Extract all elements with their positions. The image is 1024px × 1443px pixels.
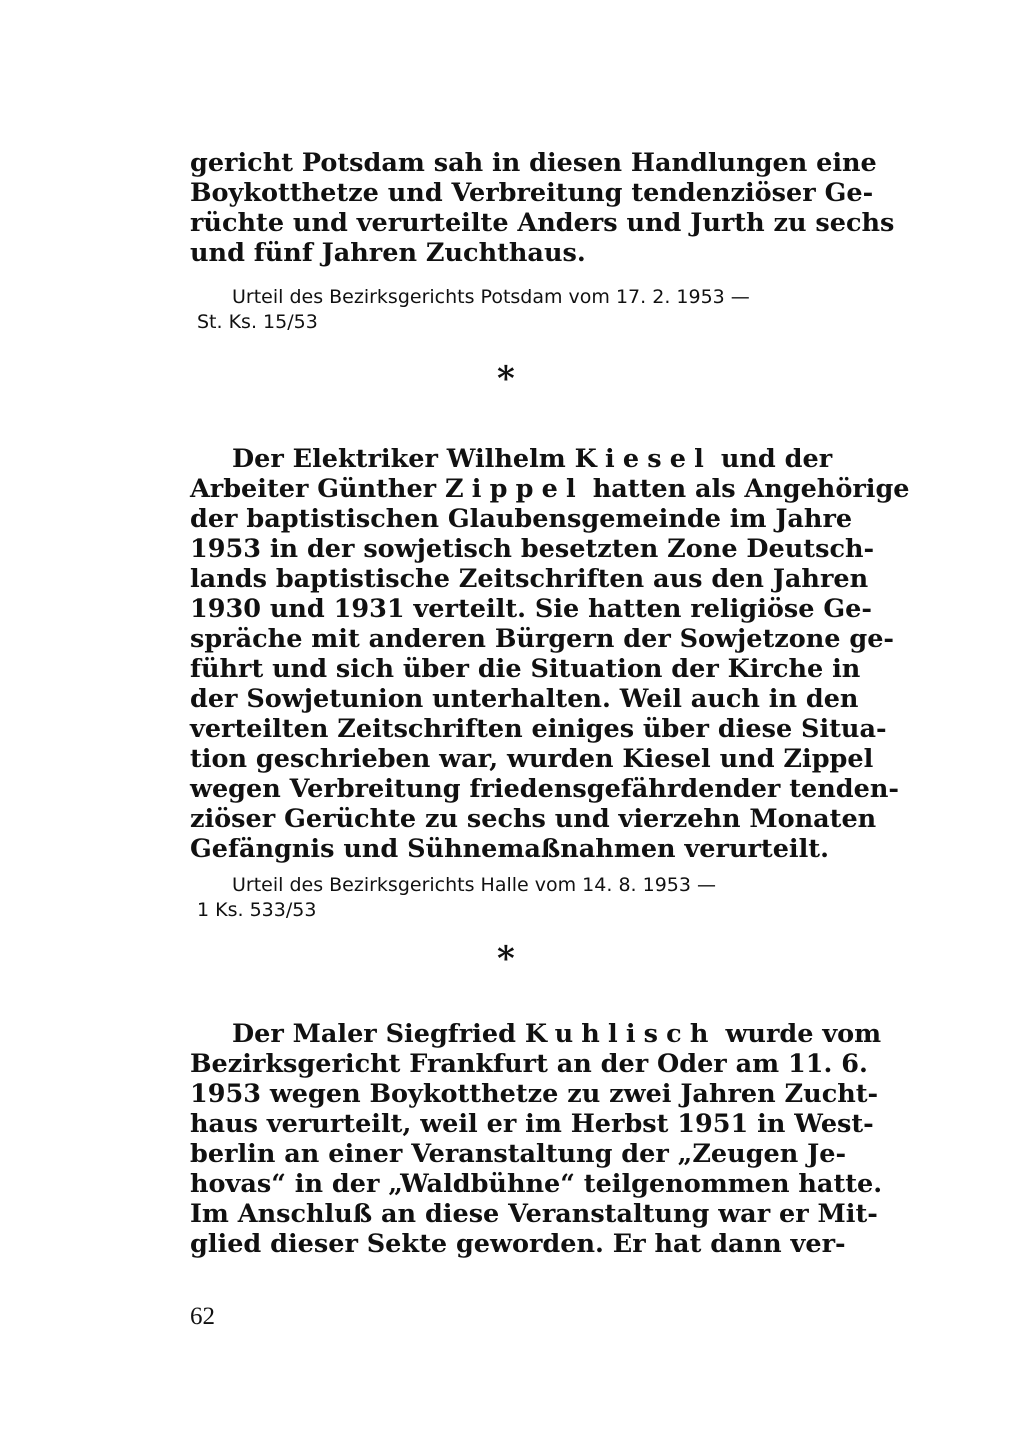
body-text-line: haus verurteilt, weil er im Herbst 1951 in West- [190, 1109, 874, 1139]
body-text-line: berlin an einer Veranstaltung der „Zeugen Je- [190, 1139, 847, 1169]
body-text-line: wegen Verbreitung friedensgefährdender tenden- [190, 774, 899, 804]
body-text-line: hovas“ in der „Waldbühne“ teilgenommen hatte. [190, 1169, 883, 1199]
body-text-line: verteilten Zeitschriften einiges über diese Situa- [190, 714, 887, 744]
text-run: Arbeiter Günther [190, 474, 445, 504]
body-text-line: führt und sich über die Situation der Kirche in [190, 654, 861, 684]
text-run: Der Maler Siegfried [232, 1019, 525, 1049]
body-text-line: Bezirksgericht Frankfurt an der Oder am 11. 6. [190, 1049, 868, 1079]
text-run: hatten als Angehörige [583, 474, 910, 504]
body-text-line: gericht Potsdam sah in diesen Handlungen eine [190, 148, 877, 178]
body-text-line: 1930 und 1931 verteilt. Sie hatten religiöse Ge- [190, 594, 872, 624]
body-text-line: der Sowjetunion unterhalten. Weil auch in den [190, 684, 859, 714]
body-text-line: Boykotthetze und Verbreitung tendenziöser Ge- [190, 178, 874, 208]
court-reference-line: Urteil des Bezirksgerichts Halle vom 14. 8. 1953 — [232, 874, 716, 896]
spaced-name-kiesel: Kiesel [574, 444, 712, 474]
section-separator-asterisk: * [497, 939, 515, 979]
court-reference-line: 1 Ks. 533/53 [197, 899, 317, 921]
body-text-line [190, 474, 910, 504]
page-number: 62 [190, 1303, 215, 1330]
body-text-line [232, 444, 833, 474]
body-text-line: Im Anschluß an diese Veranstaltung war er Mit- [190, 1199, 878, 1229]
text-run: und der [711, 444, 833, 474]
court-reference-line: Urteil des Bezirksgerichts Potsdam vom 17. 2. 1953 — [232, 286, 750, 308]
body-text-line: Gefängnis und Sühnemaßnahmen verurteilt. [190, 834, 829, 864]
spaced-name-kuhlisch: Kuhlisch [524, 1019, 717, 1049]
body-text-line: und fünf Jahren Zuchthaus. [190, 238, 586, 268]
section-separator-asterisk: * [497, 359, 515, 399]
body-text-line: 1953 wegen Boykotthetze zu zwei Jahren Zucht- [190, 1079, 879, 1109]
text-run: Der Elektriker Wilhelm [232, 444, 575, 474]
body-text-line [232, 1019, 882, 1049]
body-text-line: spräche mit anderen Bürgern der Sowjetzone ge- [190, 624, 895, 654]
body-text-line: lands baptistische Zeitschriften aus den Jahren [190, 564, 869, 594]
spaced-name-zippel: Zippel [445, 474, 584, 504]
body-text-line: glied dieser Sekte geworden. Er hat dann ver- [190, 1229, 846, 1259]
body-text-line: tion geschrieben war, wurden Kiesel und Zippel [190, 744, 874, 774]
body-text-line: der baptistischen Glaubensgemeinde im Jahre [190, 504, 853, 534]
text-run: wurde vom [716, 1019, 882, 1049]
body-text-line: ziöser Gerüchte zu sechs und vierzehn Monaten [190, 804, 877, 834]
court-reference-line: St. Ks. 15/53 [197, 311, 318, 333]
body-text-line: rüchte und verurteilte Anders und Jurth zu sechs [190, 208, 895, 238]
body-text-line: 1953 in der sowjetisch besetzten Zone Deutsch- [190, 534, 875, 564]
